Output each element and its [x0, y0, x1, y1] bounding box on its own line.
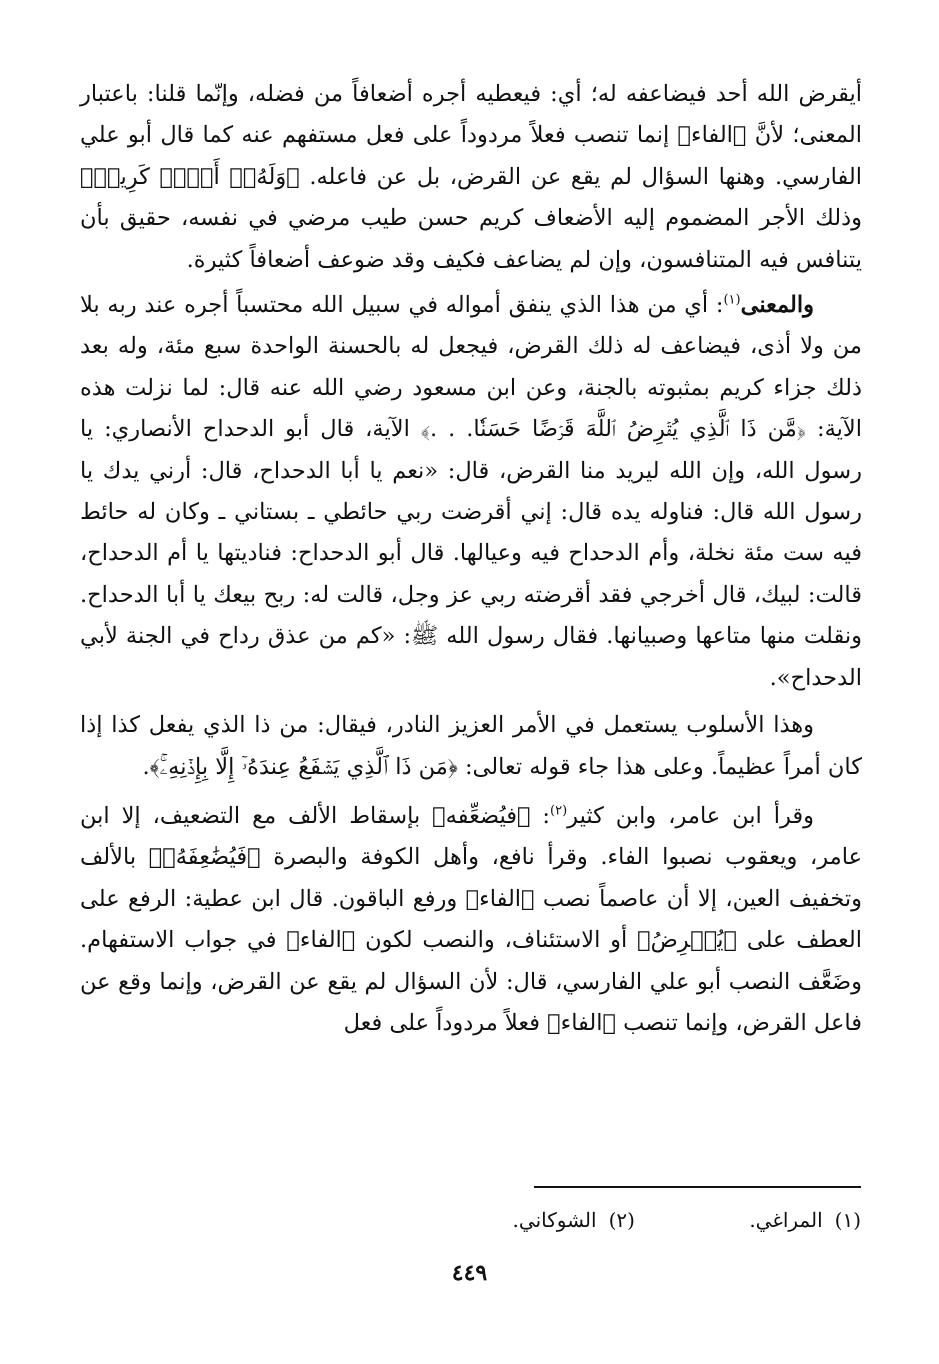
footnote-1-text: المراغي. — [749, 1208, 823, 1232]
paragraph-2 — [80, 285, 862, 699]
footnotes — [261, 1206, 861, 1234]
footnote-1-number: (١) — [834, 1208, 861, 1232]
paragraph-4 — [80, 796, 862, 1044]
footnote-2-number: (٢) — [608, 1208, 635, 1232]
page-body — [80, 74, 862, 1044]
footnote-2 — [513, 1206, 635, 1234]
footnote-marker-2: (٢) — [550, 803, 568, 819]
page-number: ٤٤٩ — [451, 1260, 488, 1286]
paragraph-2-lead: والمعنى — [740, 292, 814, 319]
footnote-marker-1: (١) — [723, 292, 741, 308]
footnote-2-text: الشوكاني. — [512, 1208, 597, 1232]
footnote-1 — [749, 1206, 861, 1234]
paragraph-4-start: وقرأ ابن عامر، وابن كثير — [567, 802, 814, 829]
footnote-separator — [534, 1186, 861, 1188]
paragraph-2-text: : أي من هذا الذي ينفق أمواله في سبيل الله محتسباً أجره عند ربه بلا من ولا أذى، فيضاعف له ذلك القرض، فيجعل له بالحسنة الواحدة سبع مئة، وله بعد ذلك جزاء كريم بمثبوته بالجنة، وعن ابن مسعود رضي الله عنه قال: لما نزلت هذه الآية: ﴿مَّن ذَا ٱلَّذِي يُقۡرِضُ ٱللَّهَ قَرۡضًا حَسَنٗا. . .﴾ الآية، قال أبو الدحداح الأنصاري: يا رسول الله، وإن الله ليريد منا القرض، قال: «نعم يا أبا الدحداح، قال: أرني يدك يا رسول الله قال: فناوله يده قال: إني أقرضت ربي حائطي ـ بستاني ـ وكان له حائط فيه ست مئة نخلة، وأم الدحداح فيه وعيالها. قال أبو الدحداح: فناديتها يا أم الدحداح، قالت: لبيك، قال أخرجي فقد أقرضته ربي عز وجل، قالت له: ربح بيعك يا أبا الدحداح. ونقلت منها متاعها وصبيانها. فقال رسول الله ﷺ: «كم من عذق رداح في الجنة لأبي الدحداح». — [80, 292, 862, 691]
paragraph-1: أيقرض الله أحد فيضاعفه له؛ أي: فيعطيه أجره أضعافاً من فضله، وإنّما قلنا: باعتبار المعنى؛ لأنَّ ﴿الفاء﴾ إنما تنصب فعلاً مردوداً على فعل مستفهم عنه كما قال أبو علي الفارسي. وهنها السؤال لم يقع عن القرض، بل عن فاعله. ﴿وَلَهُۥٓ أَجۡرٞ كَرِيمٞ﴾ وذلك الأجر المضموم إليه الأضعاف كريم حسن طيب مرضي في نفسه، حقيق بأن يتنافس فيه المتنافسون، وإن لم يضاعف فكيف وقد ضوعف أضعافاً كثيرة. — [80, 81, 862, 273]
paragraph-4-text: : ﴿فيُضعِّفه﴾ بإسقاط الألف مع التضعيف، إلا ابن عامر، ويعقوب نصبوا الفاء. وقرأ نافع، وأهل الكوفة والبصرة ﴿فَيُضَٰعِفَهُۥ﴾ بالألف وتخفيف العين، إلا أن عاصماً نصب ﴿الفاء﴾ ورفع الباقون. قال ابن عطية: الرفع على العطف على ﴿يُقۡرِضُ﴾ أو الاستئناف، والنصب لكون ﴿الفاء﴾ في جواب الاستفهام. وضَعَّف النصب أبو علي الفارسي، قال: لأن السؤال لم يقع عن القرض، وإنما وقع عن فاعل القرض، وإنما تنصب ﴿الفاء﴾ فعلاً مردوداً على فعل — [80, 802, 862, 1036]
paragraph-3: وهذا الأسلوب يستعمل في الأمر العزيز النادر، فيقال: من ذا الذي يفعل كذا إذا كان أمراً عظيماً. وعلى هذا جاء قوله تعالى: ﴿مَن ذَا ٱلَّذِي يَشۡفَعُ عِندَهُۥٓ إِلَّا بِإِذۡنِهِۦۚ﴾. — [80, 712, 862, 780]
